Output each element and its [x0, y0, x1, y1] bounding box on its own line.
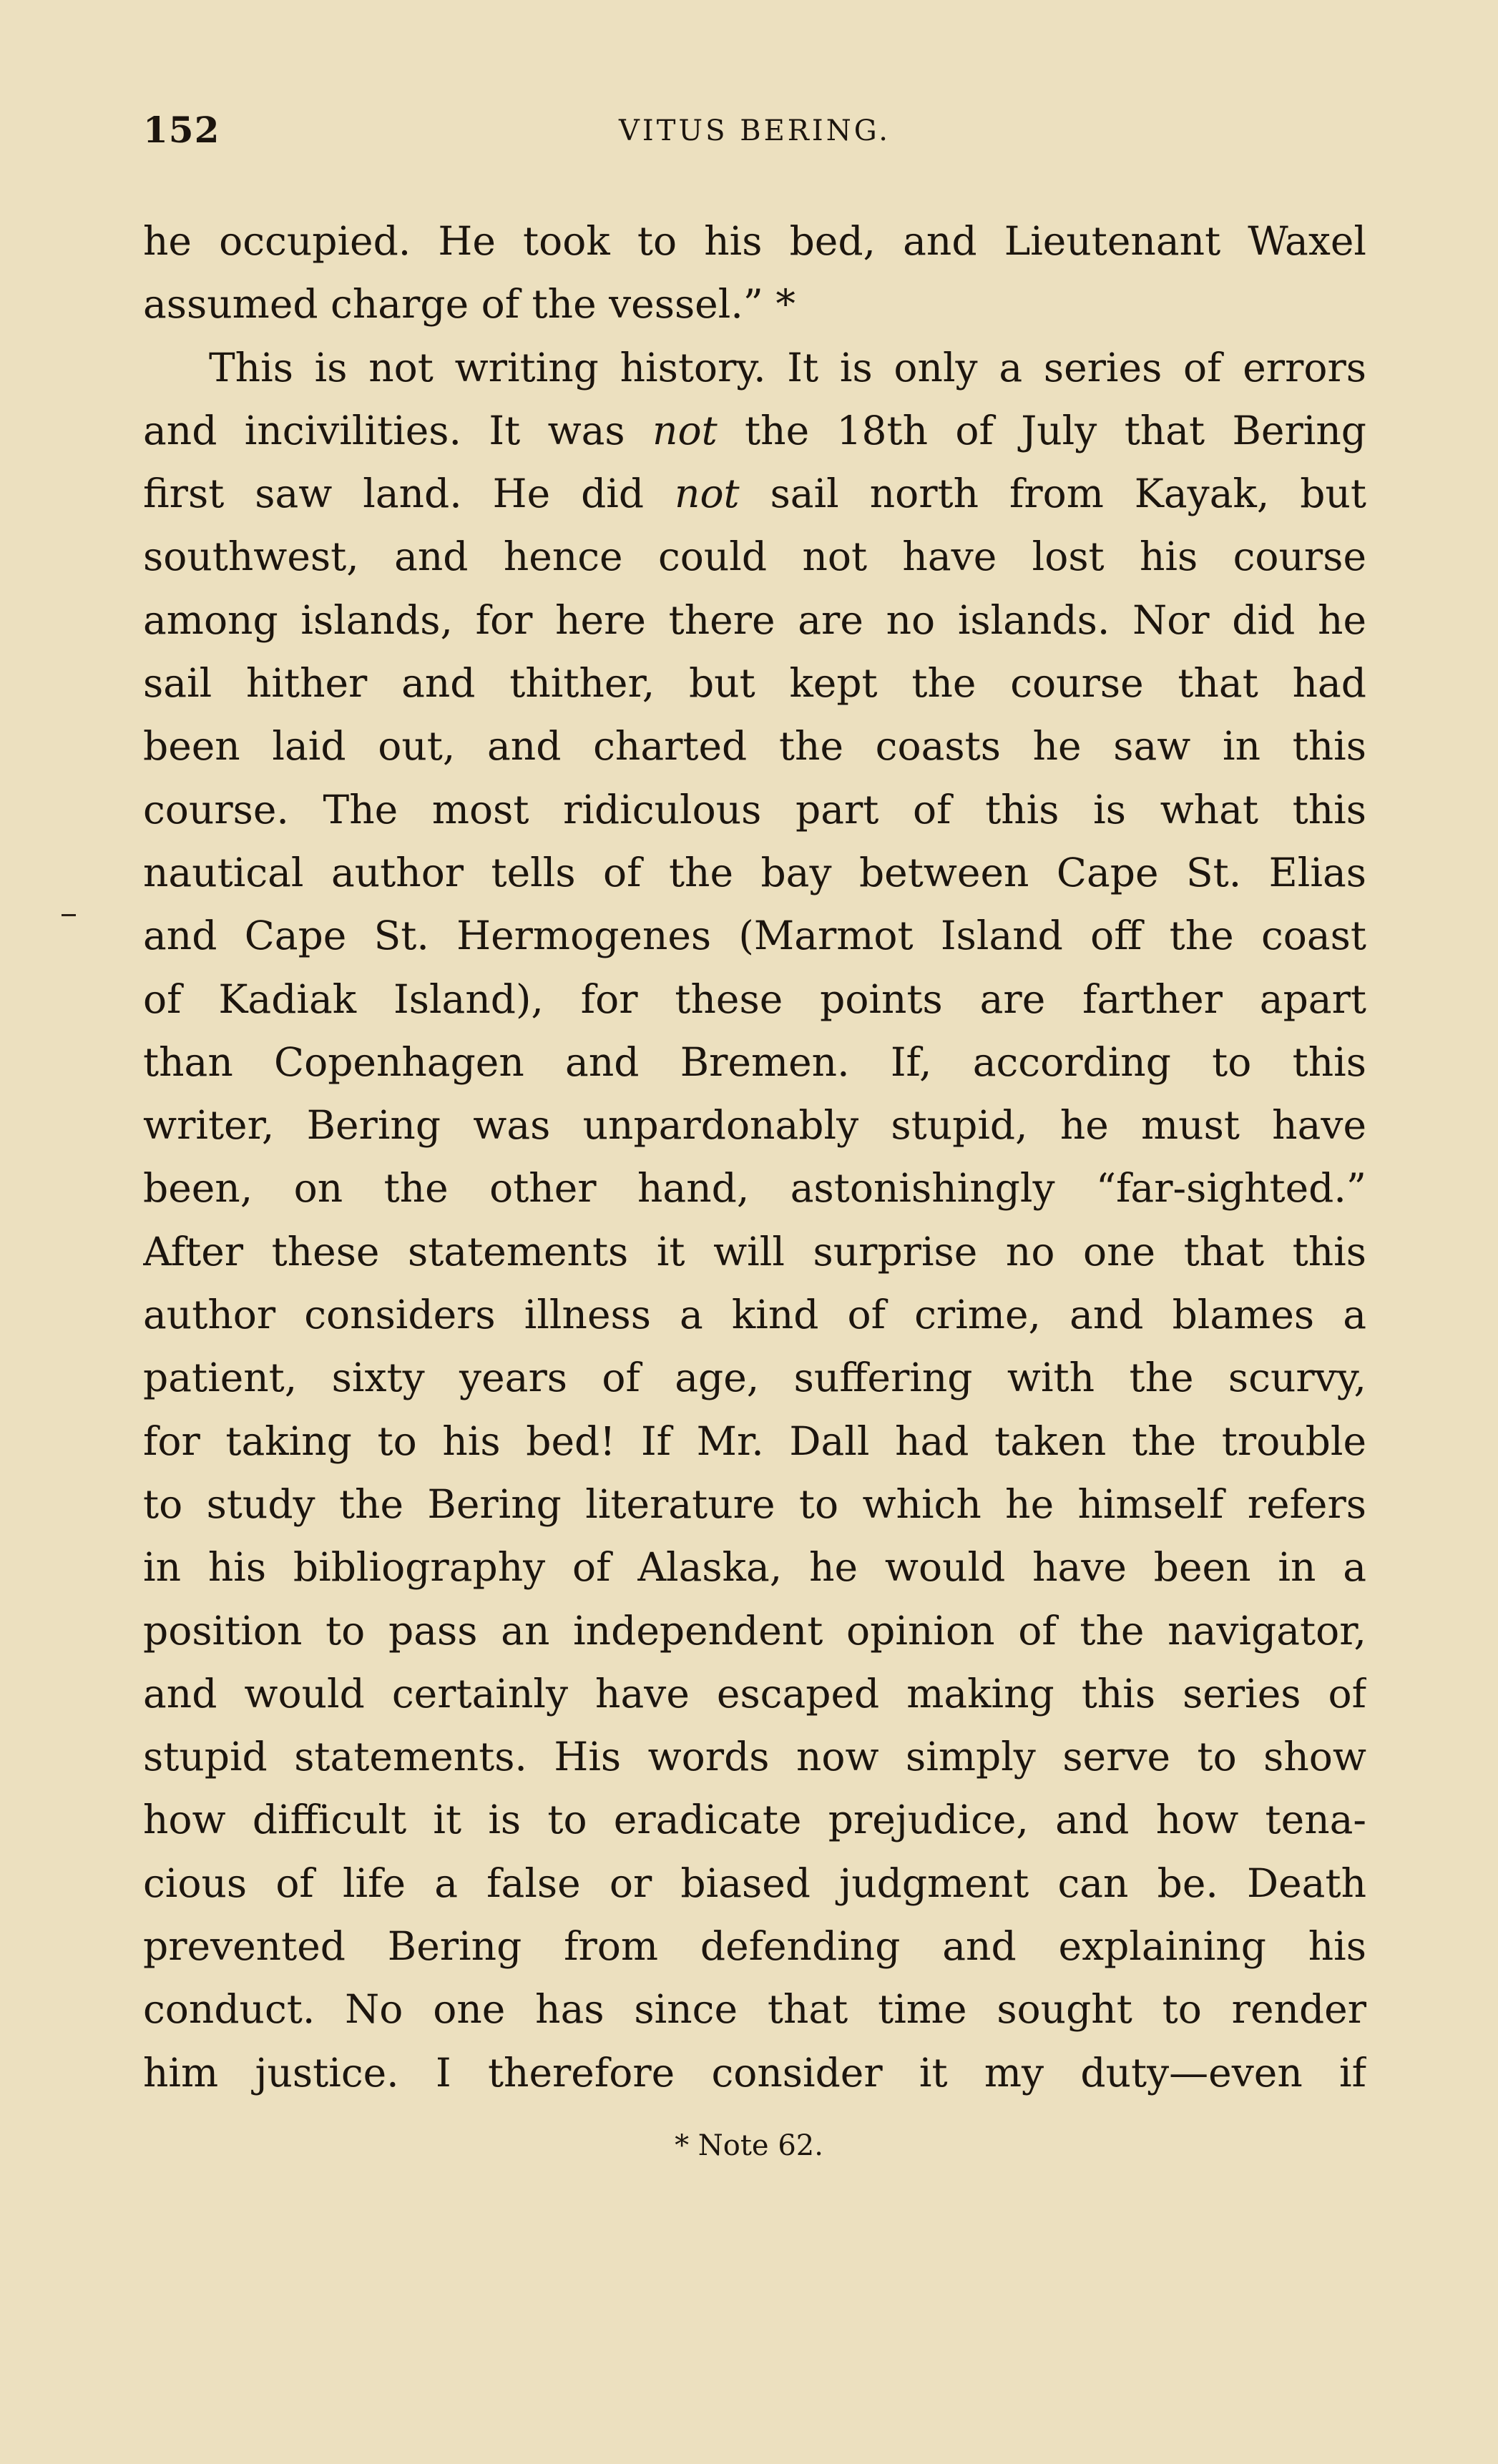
- text-line: patient, sixty years of age, suffering with the scurvy,: [143, 1355, 1366, 1401]
- text-line: been laid out, and charted the coasts he saw in this: [143, 723, 1366, 770]
- text-segment: sail north from Kayak, but: [739, 471, 1366, 517]
- footnote: * Note 62.: [675, 2129, 823, 2162]
- text-line: southwest, and hence could not have lost his course: [143, 534, 1366, 580]
- emphasis: not: [652, 407, 718, 453]
- text-segment: first saw land. He did: [143, 471, 675, 517]
- body-text: [143, 210, 1366, 2104]
- text-line: [143, 462, 1366, 525]
- text-line: he occupied. He took to his bed, and Lieutenant Waxel: [143, 218, 1366, 264]
- text-segment: and incivilities. It was: [143, 407, 653, 453]
- text-line: [143, 399, 1366, 462]
- margin-mark: [62, 914, 76, 916]
- text-line: among islands, for here there are no islands. Nor did he: [143, 597, 1366, 643]
- running-title: VITUS BERING.: [619, 114, 891, 147]
- text-line: cious of life a false or biased judgment can be. Death: [143, 1860, 1366, 1906]
- text-line: and Cape St. Hermogenes (Marmot Island off the coast: [143, 913, 1366, 959]
- text-line: course. The most ridiculous part of this is what this: [143, 786, 1366, 833]
- text-segment: the 18th of July that Bering: [717, 407, 1366, 453]
- text-line: assumed charge of the vessel.” *: [143, 281, 795, 328]
- text-line: author considers illness a kind of crime, and blames a: [143, 1292, 1366, 1338]
- text-line: and would certainly have escaped making this series of: [143, 1670, 1366, 1717]
- text-line: of Kadiak Island), for these points are farther apart: [143, 976, 1366, 1022]
- running-header: [143, 109, 1366, 166]
- text-line: been, on the other hand, astonishingly “far-sighted.”: [143, 1165, 1366, 1212]
- text-line: nautical author tells of the bay between Cape St. Elias: [143, 849, 1366, 895]
- text-line: for taking to his bed! If Mr. Dall had taken the trouble: [143, 1418, 1366, 1464]
- text-line: After these statements it will surprise no one that this: [143, 1228, 1366, 1275]
- text-line: prevented Bering from defending and explaining his: [143, 1923, 1366, 1970]
- text-line: stupid statements. His words now simply serve to show: [143, 1734, 1366, 1780]
- text-line: This is not writing history. It is only a series of errors: [209, 344, 1366, 391]
- text-line: than Copenhagen and Bremen. If, according to this: [143, 1039, 1366, 1085]
- text-line: sail hither and thither, but kept the course that had: [143, 660, 1366, 707]
- text-line: conduct. No one has since that time sought to render: [143, 1986, 1366, 2033]
- text-line: how difficult it is to eradicate prejudice, and how tena-: [143, 1797, 1366, 1843]
- text-line: position to pass an independent opinion of the navigator,: [143, 1607, 1366, 1654]
- text-line: him justice. I therefore consider it my duty—even if: [143, 2049, 1366, 2096]
- text-line: in his bibliography of Alaska, he would have been in a: [143, 1544, 1366, 1591]
- emphasis: not: [675, 471, 740, 517]
- text-line: to study the Bering literature to which he himself refers: [143, 1481, 1366, 1527]
- page-number: 152: [143, 109, 220, 151]
- text-line: writer, Bering was unpardonably stupid, he must have: [143, 1102, 1366, 1149]
